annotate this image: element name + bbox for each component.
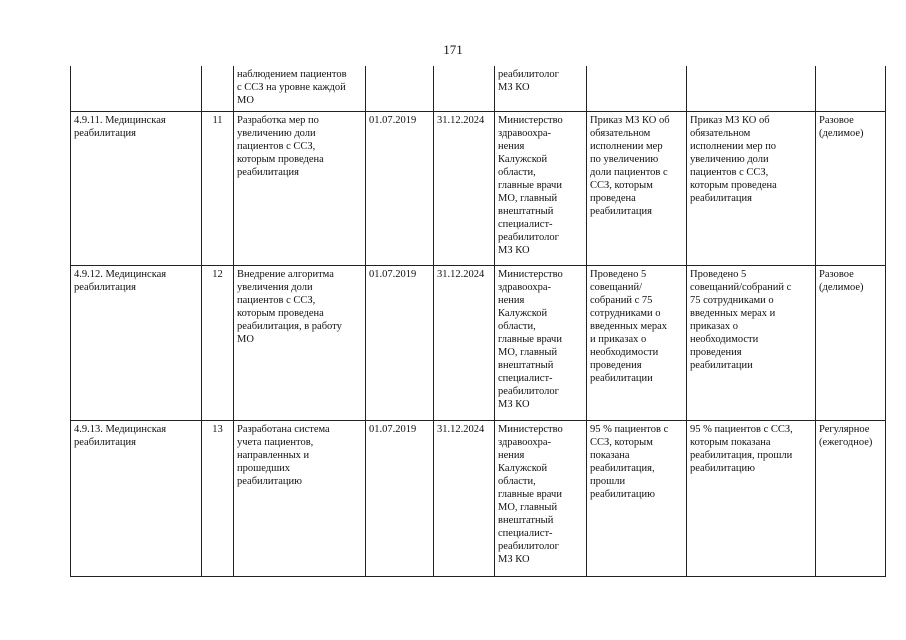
cell-end-date	[434, 66, 495, 111]
cell-type: Разовое (делимое)	[816, 111, 886, 265]
cell-result	[687, 66, 816, 111]
cell-end-date: 31.12.2024	[434, 111, 495, 265]
table-row	[71, 111, 886, 265]
cell-result: 95 % пациентов с ССЗ, которым показана реабилитация, прошли реабилитацию	[687, 420, 816, 576]
cell-result: Проведено 5 совещаний/собраний с 75 сотрудниками о введенных мерах и приказах о необходимости проведения реабилитации	[687, 265, 816, 420]
cell-start-date: 01.07.2019	[366, 420, 434, 576]
cell-responsible: Министерство здравоохра- нения Калужской области, главные врачи МО, главный внештатный специалист- реабилитолог МЗ КО	[495, 420, 587, 576]
cell-indicator	[587, 66, 687, 111]
cell-direction: 4.9.11. Медицинская реабилитация	[71, 111, 202, 265]
cell-number	[202, 66, 234, 111]
cell-number: 11	[202, 111, 234, 265]
cell-result: Приказ МЗ КО об обязательном исполнении мер по увеличению доли пациентов с ССЗ, которым проведена реабилитация	[687, 111, 816, 265]
cell-direction	[71, 66, 202, 111]
cell-indicator: Проведено 5 совещаний/ собраний с 75 сотрудниками о введенных мерах и приказах о необходимости проведения реабилитации	[587, 265, 687, 420]
cell-number: 12	[202, 265, 234, 420]
cell-direction: 4.9.12. Медицинская реабилитация	[71, 265, 202, 420]
cell-start-date: 01.07.2019	[366, 111, 434, 265]
cell-responsible: Министерство здравоохра- нения Калужской области, главные врачи МО, главный внештатный специалист- реабилитолог МЗ КО	[495, 265, 587, 420]
cell-responsible: Министерство здравоохра- нения Калужской области, главные врачи МО, главный внештатный специалист- реабилитолог МЗ КО	[495, 111, 587, 265]
cell-indicator: 95 % пациентов с ССЗ, которым показана реабилитация, прошли реабилитацию	[587, 420, 687, 576]
page-number: 171	[443, 42, 463, 57]
cell-start-date	[366, 66, 434, 111]
cell-activity: Разработка мер по увеличению доли пациентов с ССЗ, которым проведена реабилитация	[234, 111, 366, 265]
cell-activity: Разработана система учета пациентов, направленных и прошедших реабилитацию	[234, 420, 366, 576]
cell-type	[816, 66, 886, 111]
cell-end-date: 31.12.2024	[434, 420, 495, 576]
cell-indicator: Приказ МЗ КО об обязательном исполнении мер по увеличению доли пациентов с ССЗ, которым проведена реабилитация	[587, 111, 687, 265]
cell-activity: Внедрение алгоритма увеличения доли пациентов с ССЗ, которым проведена реабилитация, в работу МО	[234, 265, 366, 420]
cell-number: 13	[202, 420, 234, 576]
cell-type: Регулярное (ежегодное)	[816, 420, 886, 576]
cell-start-date: 01.07.2019	[366, 265, 434, 420]
cell-type: Разовое (делимое)	[816, 265, 886, 420]
cell-direction: 4.9.13. Медицинская реабилитация	[71, 420, 202, 576]
table-row	[71, 420, 886, 576]
cell-end-date: 31.12.2024	[434, 265, 495, 420]
table-row	[71, 265, 886, 420]
cell-activity: наблюдением пациентов с ССЗ на уровне каждой МО	[234, 66, 366, 111]
table-row-continuation	[71, 66, 886, 111]
activities-table	[70, 66, 886, 577]
cell-responsible: реабилитолог МЗ КО	[495, 66, 587, 111]
